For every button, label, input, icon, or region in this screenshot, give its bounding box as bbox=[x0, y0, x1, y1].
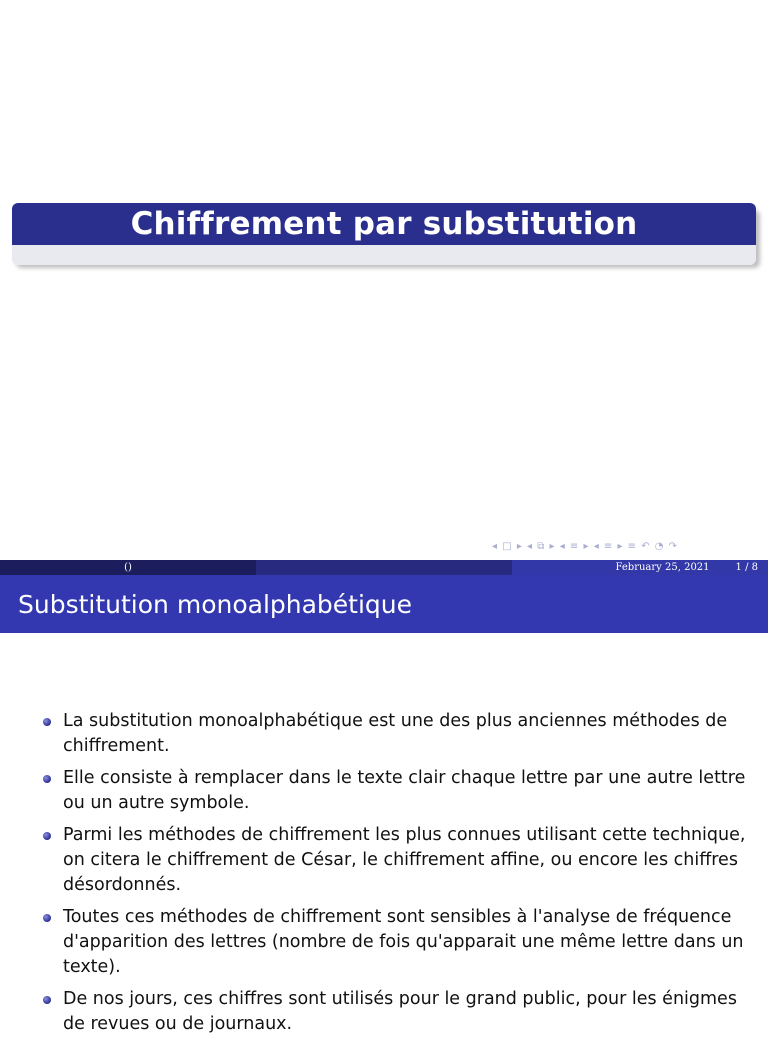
frame-title: Substitution monoalphabétique bbox=[0, 575, 768, 633]
footer-date: February 25, 2021 bbox=[615, 562, 710, 573]
bullet-text: La substitution monoalphabétique est une des plus anciennes méthodes de chiffrement. bbox=[63, 711, 728, 756]
footer-page-number: 1 / 8 bbox=[735, 562, 758, 573]
bullet-text: Elle consiste à remplacer dans le texte clair chaque lettre par une autre lettre ou un autre symbole. bbox=[63, 768, 746, 813]
list-item bbox=[40, 823, 752, 898]
footer-date-page bbox=[512, 560, 768, 575]
footer-author-text: () bbox=[124, 562, 132, 573]
footer-author bbox=[0, 560, 256, 575]
title-box bbox=[12, 203, 756, 265]
footer-bar bbox=[0, 560, 768, 575]
bullet-list bbox=[40, 709, 752, 1044]
content-slide bbox=[0, 575, 768, 1034]
bullet-icon bbox=[43, 775, 51, 783]
title-box-lower-band bbox=[12, 245, 756, 265]
bullet-text: Toutes ces méthodes de chiffrement sont sensibles à l'analyse de fréquence d'apparition des lettres (nombre de fois qu'apparait une même lettre dans un texte). bbox=[63, 907, 744, 977]
list-item bbox=[40, 766, 752, 816]
beamer-navigation-icons[interactable]: ◂ □ ▸ ◂ ⧉ ▸ ◂ ≡ ▸ ◂ ≡ ▸ ≡ ↶ ◔ ↷ bbox=[492, 541, 679, 552]
bullet-text: De nos jours, ces chiffres sont utilisés pour le grand public, pour les énigmes de revues ou de journaux. bbox=[63, 989, 737, 1034]
bullet-icon bbox=[43, 914, 51, 922]
list-item bbox=[40, 987, 752, 1037]
presentation-title: Chiffrement par substitution bbox=[12, 203, 756, 245]
bullet-icon bbox=[43, 996, 51, 1004]
bullet-icon bbox=[43, 718, 51, 726]
bullet-text: Parmi les méthodes de chiffrement les plus connues utilisant cette technique, on citera le chiffrement de César, le chiffrement affine, ou encore les chiffres désordonnés. bbox=[63, 825, 746, 895]
bullet-icon bbox=[43, 832, 51, 840]
list-item bbox=[40, 709, 752, 759]
footer-title-segment bbox=[256, 560, 512, 575]
list-item bbox=[40, 905, 752, 980]
